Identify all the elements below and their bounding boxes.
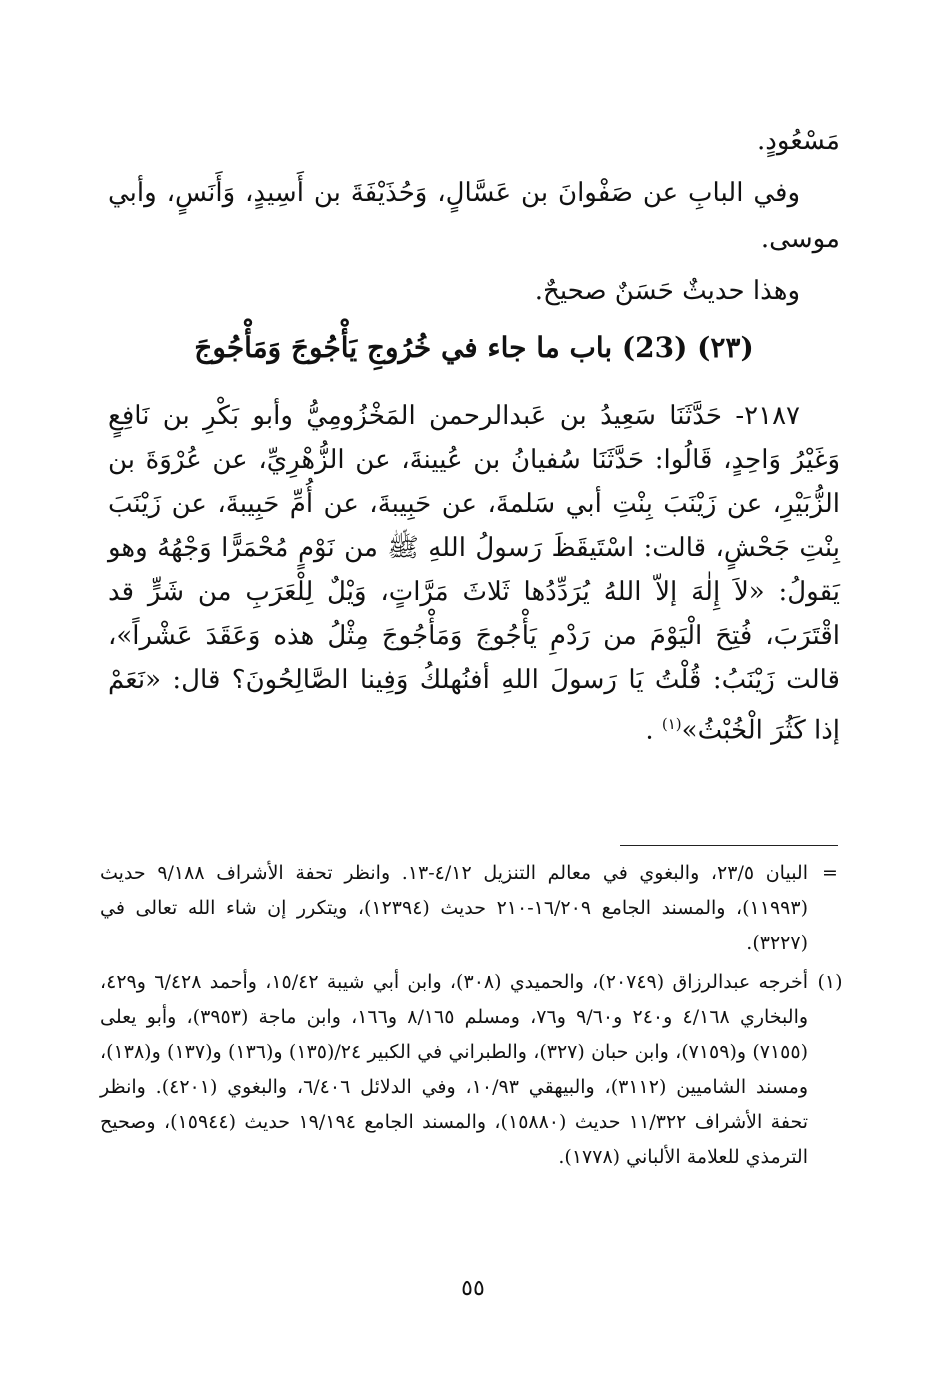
hadith-body: ٢١٨٧- حَدَّثَنَا سَعِيدُ بن عَبدالرحمن المَخْزُومِيُّ وأبو بَكْرِ بن نَافِعٍ وَغَيْرُ وَاحِدٍ، قَالُوا: حَدَّثَنَا سُفيانُ بن عُيينةَ، عن الزُّهْرِيِّ، عن عُرْوَةَ بن الزُّبَيْرِ، عن زَيْنَبَ بِنْتِ أبي سَلمةَ، عن حَبِيبةَ، عن أُمِّ حَبِيبةَ، عن زَيْنَبَ بِنْتِ جَحْشٍ، قالت: اسْتَيقَظَ رَسولُ اللهِ ﷺ من نَوْمٍ مُحْمَرًّا وَجْهُهُ وهو يَقولُ: «لاَ إِلٰهَ إلاّ اللهُ يُرَدِّدُها ثَلاثَ مَرَّاتٍ، وَيْلٌ لِلْعَرَبِ من شَرٍّ قد اقْتَرَبَ، فُتِحَ الْيَوْمَ من رَدْمِ يَأْجُوجَ وَمَأْجُوجَ مِثْلُ هذه وَعَقَدَ عَشْراً»، قالت زَيْنَبُ: قُلْتُ يَا رَسولَ اللهِ أفنُهلكُ وَفِينا الصَّالِحُونَ؟ قال: «نَعَمْ إذا كَثُرَ الْخُبْثُ»	[108, 401, 840, 746]
footnote-ref: (١)	[661, 715, 682, 733]
main-text	[108, 118, 840, 753]
footnote-continuation	[100, 856, 852, 961]
chapter-title: (٢٣) (23) باب ما جاء في خُرُوجِ يَأْجُوجَ وَمَأْجُوجَ	[194, 331, 754, 364]
footnote-separator	[620, 845, 838, 846]
footnote-text: أخرجه عبدالرزاق (٢٠٧٤٩)، والحميدي (٣٠٨)، وابن أبي شيبة ١٥/٤٢، وأحمد ٦/٤٢٨ و٤٢٩، والبخاري ٤/١٦٨ و٢٤٠ و٩/٦٠ و٧٦، ومسلم ٨/١٦٥ و١٦٦، وابن ماجة (٣٩٥٣)، وأبو يعلى (٧١٥٥) و(٧١٥٩)، وابن حبان (٣٢٧)، والطبراني في الكبير ٢٤/(١٣٥) و(١٣٦) و(١٣٧) و(١٣٨)، ومسند الشاميين (٣١١٢)، والبيهقي ١٠/٩٣، وفي الدلائل ٦/٤٠٦، والبغوي (٤٢٠١). وانظر تحفة الأشراف ١١/٣٢٢ حديث (١٥٨٨٠)، والمسند الجامع ١٩/١٩٤ حديث (١٥٩٤٤)، وصحيح الترمذي للعلامة الألباني (١٧٧٨).	[100, 971, 809, 1168]
page-number: ٥٥	[461, 1276, 485, 1301]
footnote-mark: (١)	[817, 971, 843, 993]
hadith-end: .	[645, 715, 654, 746]
grading: وهذا حديثٌ حَسَنٌ صحيحٌ.	[534, 276, 800, 306]
footnotes	[100, 856, 852, 1179]
opening-fragment: مَسْعُودٍ.	[757, 126, 840, 156]
footnote-mark: =	[822, 862, 838, 884]
footnote-1	[100, 965, 852, 1175]
chapter-note: وفي البابِ عن صَفْوانَ بن عَسَّالٍ، وَحُذَيْفَةَ بن أَسِيدٍ، وَأَنَسٍ، وأبي موسى.	[108, 178, 840, 254]
footnote-text: البيان ٢٣/٥، والبغوي في معالم التنزيل ٤/١٢-١٣. وانظر تحفة الأشراف ٩/١٨٨ حديث (١١٩٩٣)، والمسند الجامع ١٦/٢٠٩-٢١٠ حديث (١٢٣٩٤)، ويتكرر إن شاء الله تعالى في (٣٢٢٧).	[100, 862, 808, 954]
hadith-text	[108, 394, 840, 753]
